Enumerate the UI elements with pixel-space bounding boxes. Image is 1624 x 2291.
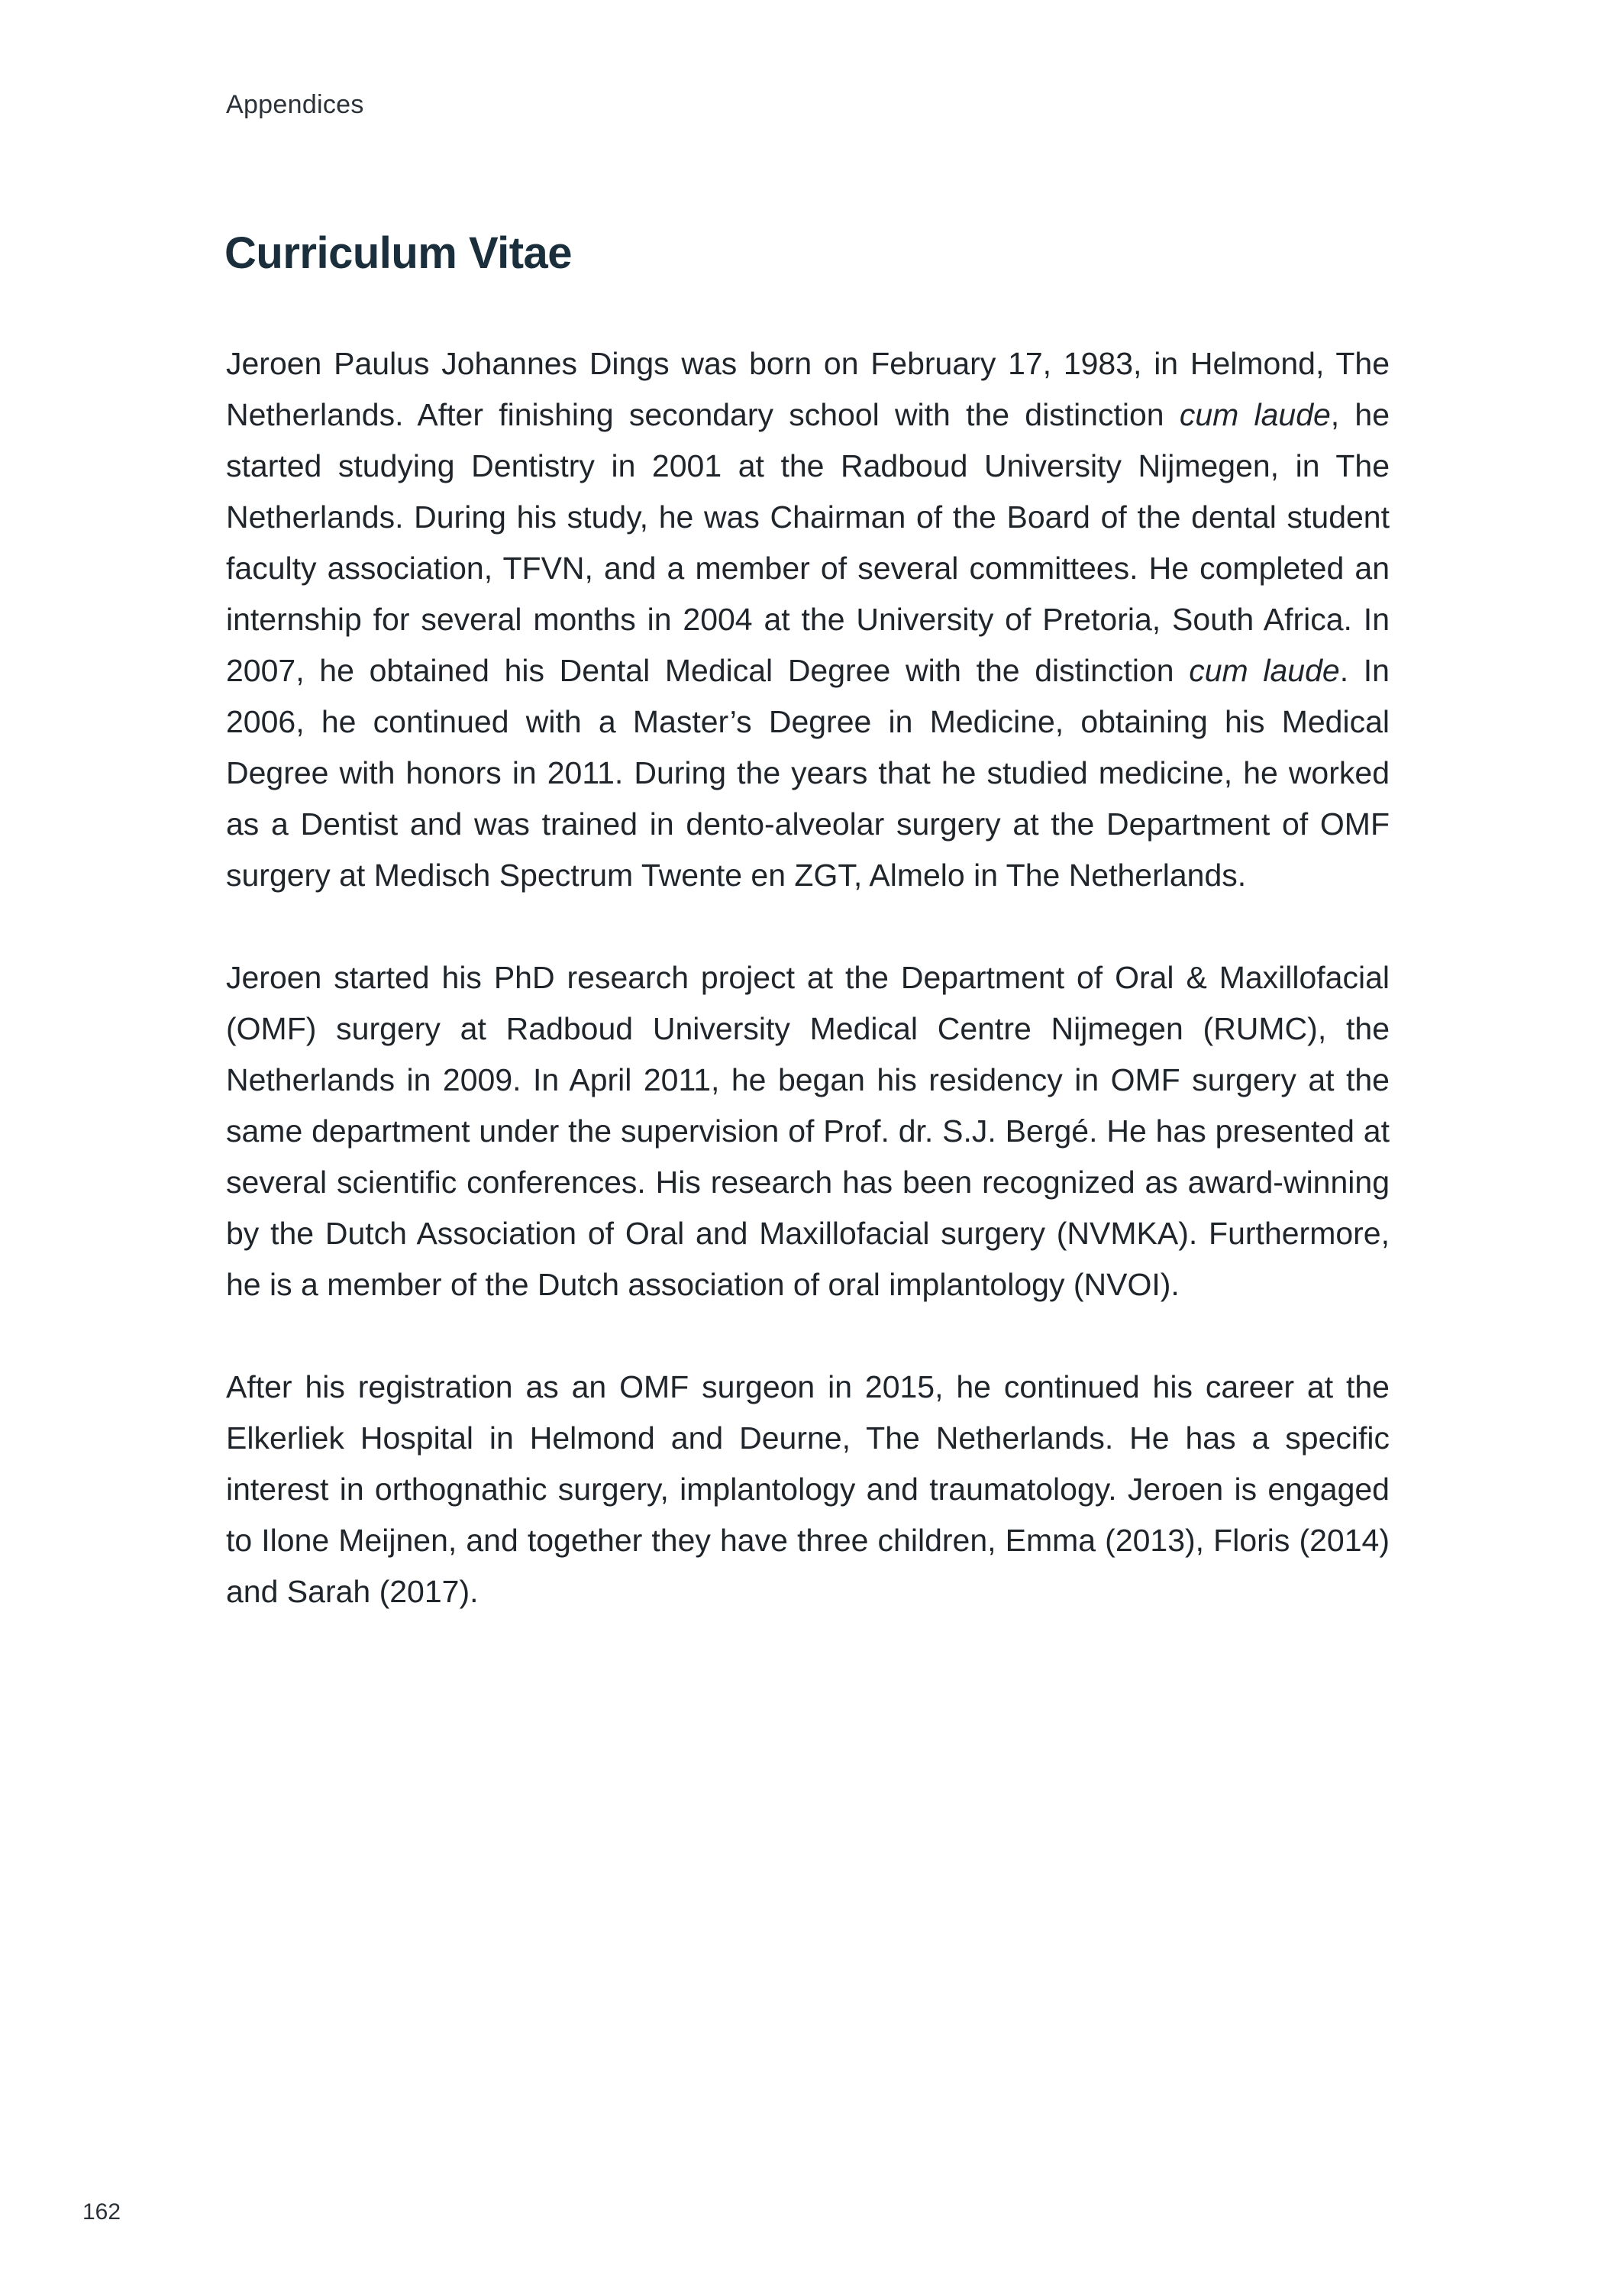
distinction-emphasis: cum laude: [1179, 397, 1331, 432]
distinction-emphasis: cum laude: [1189, 653, 1340, 688]
cv-body: [226, 338, 1390, 1617]
page-number: 162: [82, 2199, 121, 2225]
cv-paragraph-education: [226, 338, 1390, 901]
page-title: Curriculum Vitae: [224, 228, 573, 278]
running-header: Appendices: [226, 90, 364, 119]
cv-paragraph-career: After his registration as an OMF surgeon in 2015, he continued his career at the Elkerliek Hospital in Helmond and Deurne, The Netherlands. He has a specific interest in orthognathic surgery, implantology and traumatology. Jeroen is engaged to Ilone Meijnen, and together they have three children, Emma (2013), Floris (2014) and Sarah (2017).: [226, 1369, 1390, 1609]
cv-paragraph-education-part2: , he started studying Dentistry in 2001 at the Radboud University Nijmegen, in The Netherlands. During his study, he was Chairman of the Board of the dental student faculty association, TFVN, and a member of several committees. He completed an internship for several months in 2004 at the University of Pretoria, South Africa. In 2007, he obtained his Dental Medical Degree with the distinction: [226, 397, 1390, 688]
cv-paragraph-research: Jeroen started his PhD research project at the Department of Oral & Maxillofacial (OMF) surgery at Radboud University Medical Centre Nijmegen (RUMC), the Netherlands in 2009. In April 2011, he began his residency in OMF surgery at the same department under the supervision of Prof. dr. S.J. Bergé. He has presented at several scientific conferences. His research has been recognized as award-winning by the Dutch Association of Oral and Maxillofacial surgery (NVMKA). Furthermore, he is a member of the Dutch association of oral implantology (NVOI).: [226, 960, 1390, 1302]
cv-paragraph-education-part3: . In 2006, he continued with a Master’s Degree in Medicine, obtaining his Medical Degree with honors in 2011. During the years that he studied medicine, he worked as a Dentist and was trained in dento-alveolar surgery at the Department of OMF surgery at Medisch Spectrum Twente en ZGT, Almelo in The Netherlands.: [226, 653, 1390, 893]
cv-paragraph-education-part1: Jeroen Paulus Johannes Dings was born on February 17, 1983, in Helmond, The Netherlands. After finishing secondary school with the distinction: [226, 346, 1390, 432]
